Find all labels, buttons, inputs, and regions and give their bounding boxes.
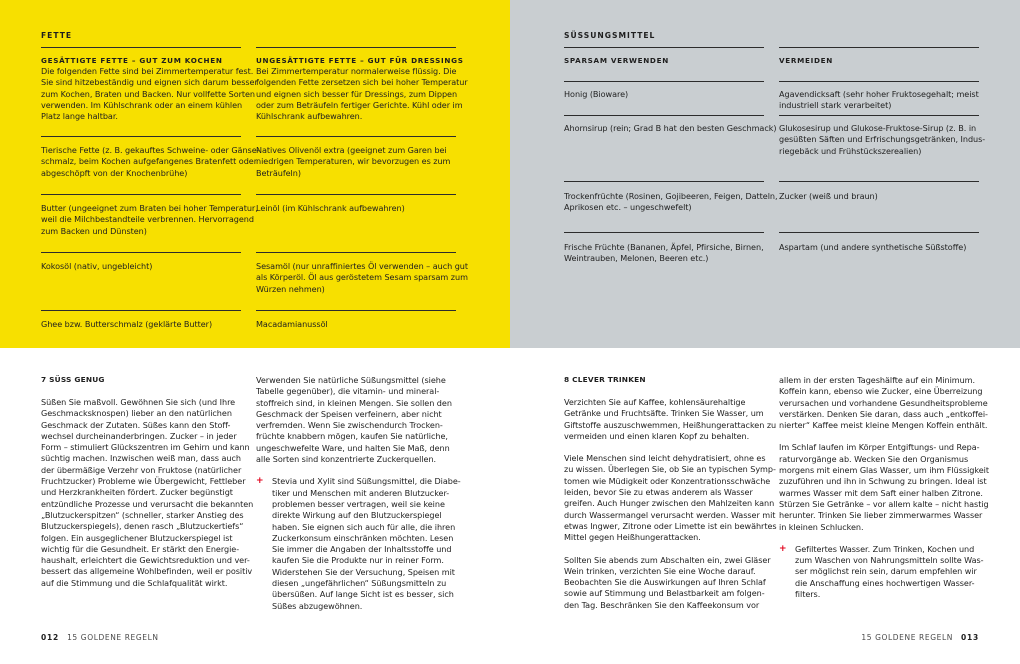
- text-line: die Anschaffung eines hochwertigen Wasser-: [795, 577, 975, 588]
- divider: [564, 47, 764, 48]
- sweetener-item-line: Aspartam (und andere synthetische Süßstoffe): [779, 242, 967, 252]
- text-line: zuzuführen und ihn in Schwung zu bringen. Ideal ist: [779, 476, 987, 487]
- avoid-heading: VERMEIDEN: [779, 56, 833, 65]
- text-line: zu wissen. Überlegen Sie, ob Sie an typischen Symp-: [564, 464, 776, 475]
- divider: [779, 81, 979, 82]
- sweetener-item-line: Aprikosen etc. – ungeschwefelt): [564, 202, 692, 213]
- sweetener-item-line: riegebäck und Frühstückszerealien): [779, 145, 922, 156]
- avoid-heading-cell: [779, 56, 833, 66]
- rule8-paragraph: [779, 375, 989, 431]
- rule7-paragraph: [256, 375, 461, 465]
- rule8-column-1: [564, 375, 777, 622]
- divider: [779, 232, 979, 233]
- saturated-intro-line: zum Kochen, Braten und Backen. Nur vollfette Sorten: [41, 88, 256, 99]
- use-sparingly-heading-cell: [564, 56, 669, 66]
- rule7-tip: [256, 476, 461, 612]
- text-line: allem in der ersten Tageshälfte auf ein Minimum.: [779, 375, 976, 385]
- text-line: diesen „ungefährlichen“ Süßungsmitteln zu: [272, 578, 447, 589]
- text-line: Stürzen Sie Getränke – vor allem kalte – nicht hastig: [779, 498, 989, 509]
- unsaturated-fats-heading: UNGESÄTTIGTE FETTE – GUT FÜR DRESSINGS: [256, 56, 464, 65]
- divider: [41, 310, 241, 311]
- text-line: in kleinen Schlucken.: [779, 521, 864, 532]
- fat-item: [256, 319, 328, 330]
- text-line: tiker und Menschen mit anderen Blutzucker-: [272, 487, 450, 498]
- divider: [41, 252, 241, 253]
- divider: [41, 194, 241, 195]
- sweetener-item: [779, 89, 979, 112]
- text-line: Geschmack der Speisen verfeinern, aber nicht: [256, 408, 442, 419]
- text-line: verursachen und vorhandene Gesundheitsprobleme: [779, 397, 988, 408]
- text-line: Wein trinken, verzichten Sie eine Woche darauf.: [564, 565, 756, 576]
- right-page-footer: [861, 633, 979, 642]
- text-line: durch Wassermangel verursacht werden. Wasser mit: [564, 509, 776, 520]
- fat-item-line: Natives Olivenöl extra (geeignet zum Garen bei: [256, 145, 447, 155]
- text-line: Getränke und Fruchtsäfte. Trinken Sie Wasser, um: [564, 408, 764, 419]
- fat-item: [256, 261, 468, 295]
- text-line: ungeschwefelte Ware, und halten Sie Maß, denn: [256, 442, 450, 453]
- divider: [779, 181, 979, 182]
- text-line: den Tag. Beschränken Sie den Kaffeekonsum vor: [564, 599, 760, 610]
- unsaturated-intro-line: Bei Zimmertemperatur normalerweise flüssig. Die: [256, 66, 457, 76]
- text-line: Verzichten Sie auf Kaffee, kohlensäurehaltige: [564, 397, 746, 407]
- sweetener-item-line: gesüßten Säften und Erfrischungsgetränken, Indus-: [779, 134, 986, 145]
- sweetener-item-line: Frische Früchte (Bananen, Äpfel, Pfirsiche, Birnen,: [564, 242, 764, 252]
- text-line: übersüßen. Auf lange Sicht ist es besser, sich: [272, 589, 454, 600]
- text-line: Im Schlaf laufen im Körper Entgiftungs- und Repa-: [779, 442, 980, 453]
- text-line: sowie auf Stimmung und Belastbarkeit am folgen-: [564, 588, 765, 599]
- text-line: alle Sorten sind konzentrierte Zuckerquellen.: [256, 454, 437, 465]
- text-line: verfremden. Wenn Sie zwischendurch Trocken-: [256, 420, 443, 431]
- sweetener-item-line: Glukosesirup und Glukose-Fruktose-Sirup (z. B. in: [779, 123, 977, 133]
- text-line: herunter. Trinken Sie lieber zimmerwarmes Wasser: [779, 510, 983, 521]
- text-line: filters.: [795, 589, 821, 600]
- rule8-tip: [779, 544, 989, 600]
- text-line: Gefiltertes Wasser. Zum Trinken, Kochen und: [795, 543, 975, 554]
- text-line: Geschmacksknospen) lieber an den natürlichen: [41, 408, 232, 419]
- sweetener-item-line: Agavendicksaft (sehr hoher Fruktosegehalt; meist: [779, 89, 979, 99]
- rule8-paragraph: [779, 442, 989, 532]
- fat-item: [256, 203, 405, 214]
- divider: [256, 47, 456, 48]
- text-line: kaufen Sie die Produkte nur in reiner Form.: [272, 555, 444, 566]
- text-line: ser möglichst rein sein, darum empfehlen wir: [795, 566, 977, 577]
- text-line: und Herzkrankheiten fördert. Zucker begünstigt: [41, 487, 233, 498]
- fat-item-line: Kokosöl (nativ, ungebleicht): [41, 261, 153, 271]
- fat-item: [41, 261, 152, 272]
- text-line: Koffein kann, ebenso wie Zucker, eine Überreizung: [779, 386, 983, 397]
- fat-item-line: Leinöl (im Kühlschrank aufbewahren): [256, 203, 405, 213]
- text-line: vermeiden und einen klaren Kopf zu behalten.: [564, 430, 750, 441]
- fat-item-line: schmalz, beim Kochen aufgefangenes Bratenfett oder: [41, 156, 258, 167]
- fat-item-line: Sesamöl (nur unraffiniertes Öl verwenden – auch gut: [256, 261, 468, 271]
- text-line: der übermäßige Verzehr von Fruktose (natürlicher: [41, 464, 242, 475]
- text-line: Stevia und Xylit sind Süßungsmittel, die Diabe-: [272, 476, 461, 487]
- fat-item-line: Beträufeln): [256, 167, 301, 178]
- right-book-title: 15 GOLDENE REGELN: [861, 633, 953, 642]
- text-line: bessert das allgemeine Wohlbefinden, weil er positiv: [41, 566, 253, 577]
- sweetener-item: [779, 191, 878, 202]
- text-line: etwas Ingwer, Zitrone oder Limette ist ein bewährtes: [564, 520, 777, 531]
- text-line: verstärken. Denken Sie daran, dass auch „entkoffei-: [779, 408, 988, 419]
- saturated-fats-heading: GESÄTTIGTE FETTE – GUT ZUM KOCHEN: [41, 56, 223, 65]
- unsaturated-intro-line: folgenden Fette zersetzen sich bei hoher Temperatur: [256, 77, 468, 88]
- sweetener-item: [779, 123, 985, 157]
- rule7-paragraph: [41, 397, 253, 589]
- text-line: Blutzuckerspiegels), denen rasch „Blutzuckertiefs“: [41, 521, 244, 532]
- text-line: leiden, bevor Sie zu etwas anderem als Wasser: [564, 487, 753, 498]
- divider: [564, 115, 764, 116]
- text-line: „Blutzuckerspitzen“ (schneller, starker Anstieg des: [41, 509, 244, 520]
- text-line: greifen. Auch Hunger zwischen den Mahlzeiten kann: [564, 498, 775, 509]
- text-line: warmes Wasser mit dem Saft einer halben Zitrone.: [779, 487, 983, 498]
- divider: [41, 47, 241, 48]
- sweetener-item-line: Ahornsirup (rein; Grad B hat den besten Geschmack): [564, 123, 777, 133]
- divider: [779, 47, 979, 48]
- saturated-intro-line: verwenden. Im Kühlschrank oder an einem kühlen: [41, 99, 243, 110]
- sweeteners-section-title: SÜSSUNGSMITTEL: [564, 31, 656, 40]
- divider: [779, 115, 979, 116]
- fat-item-line: Ghee bzw. Butterschmalz (geklärte Butter): [41, 319, 213, 329]
- divider: [41, 136, 241, 137]
- plus-icon: +: [256, 476, 264, 487]
- rule8-paragraph: [564, 453, 777, 543]
- rule8-paragraph: [564, 555, 777, 611]
- text-line: raturvorgänge ab. Wecken Sie den Organismus: [779, 453, 969, 464]
- divider: [256, 194, 456, 195]
- sweetener-item: [564, 191, 778, 214]
- text-line: Sollten Sie abends zum Abschalten ein, zwei Gläser: [564, 554, 771, 565]
- text-line: Geschmack der Zutaten. Süßes kann den Stoff-: [41, 419, 231, 430]
- rule8-heading: 8 CLEVER TRINKEN: [564, 375, 646, 384]
- fat-item-line: als Körperöl. Öl aus geröstetem Sesam sparsam zum: [256, 272, 468, 283]
- text-line: Giftstoffe auszuschwemmen, Heißhungerattacken zu: [564, 419, 777, 430]
- sweetener-item-line: Weintrauben, Melonen, Beeren etc.): [564, 253, 709, 264]
- divider: [256, 252, 456, 253]
- divider: [564, 232, 764, 233]
- unsaturated-fats-block: [256, 56, 468, 122]
- divider: [256, 310, 456, 311]
- text-line: Form – stimuliert Glückszentren im Gehirn und kann: [41, 442, 250, 453]
- fat-item: [41, 145, 260, 179]
- fats-section-title: FETTE: [41, 31, 73, 40]
- text-line: tomen wie Müdigkeit oder Konzentrationsschwäche: [564, 475, 771, 486]
- rule7-column-2: [256, 375, 461, 612]
- fat-item: [41, 319, 212, 330]
- text-line: Beobachten Sie die Auswirkungen auf Ihren Schlaf: [564, 577, 766, 588]
- text-line: Sie immer die Angaben der Inhaltsstoffe und: [272, 544, 452, 555]
- fat-item-line: weil die Milchbestandteile verbrennen. Hervorragend: [41, 214, 254, 225]
- text-line: wichtig für die Gesundheit. Er stärkt den Energie-: [41, 543, 240, 554]
- plus-icon: +: [779, 543, 787, 554]
- text-line: entzündliche Prozesse und verursacht die bekannten: [41, 498, 254, 509]
- fat-item-line: zum Backen und Dünsten): [41, 225, 147, 236]
- text-line: Mittel gegen Heißhungerattacken.: [564, 532, 701, 543]
- right-page-number: 013: [960, 633, 979, 642]
- text-line: problemen besser vertragen, weil sie keine: [272, 498, 445, 509]
- sweetener-item-line: Honig (Bioware): [564, 89, 629, 99]
- sweeteners-panel: [510, 0, 1020, 348]
- divider: [256, 136, 456, 137]
- unsaturated-intro-line: Kühlschrank aufbewahren.: [256, 111, 363, 122]
- fat-item-line: Macadamianussöl: [256, 319, 328, 329]
- left-page-footer: [41, 633, 159, 642]
- divider: [564, 181, 764, 182]
- text-line: morgens mit einem Glas Wasser, um ihm Flüssigkeit: [779, 465, 989, 476]
- rule8-column-2: [779, 375, 989, 600]
- text-line: stoffreich sind, in kleinen Mengen. Sie sollen den: [256, 397, 452, 408]
- fat-item-line: Tierische Fette (z. B. gekauftes Schweine- oder Gänse-: [41, 145, 260, 155]
- text-line: auf die Stimmung und die Schlafqualität wirkt.: [41, 577, 228, 588]
- rule7-heading: 7 SÜSS GENUG: [41, 375, 105, 384]
- sweetener-item: [564, 123, 776, 134]
- unsaturated-intro-line: oder zum Beträufeln fertiger Gerichte. Kühl oder im: [256, 99, 463, 110]
- fat-item-line: niedrigen Temperaturen, wir bevorzugen es zum: [256, 156, 451, 167]
- sweetener-item-line: Zucker (weiß und braun): [779, 191, 878, 201]
- text-line: Verwenden Sie natürliche Süßungsmittel (siehe: [256, 375, 446, 385]
- divider: [564, 81, 764, 82]
- fat-item: [41, 203, 258, 237]
- saturated-fats-block: [41, 56, 258, 122]
- fat-item: [256, 145, 450, 179]
- text-line: haben. Sie eignen sich auch für alle, die ihren: [272, 521, 456, 532]
- text-line: Süßes abzugewöhnen.: [272, 600, 363, 611]
- text-line: direkte Wirkung auf den Blutzuckerspiegel: [272, 510, 442, 521]
- rule7-column-1: [41, 375, 253, 600]
- saturated-intro-line: Platz lange haltbar.: [41, 111, 118, 122]
- text-line: früchte knabbern mögen, kaufen Sie natürliche,: [256, 431, 448, 442]
- text-line: Süßen Sie maßvoll. Gewöhnen Sie sich (und Ihre: [41, 397, 236, 407]
- fat-item-line: abgeschöpft von der Knochenbrühe): [41, 167, 188, 178]
- text-line: folgen. Ein ausgeglichener Blutzuckerspiegel ist: [41, 532, 233, 543]
- rule8-paragraph: [564, 397, 777, 442]
- unsaturated-intro-line: und eignen sich besser für Dressings, zum Dippen: [256, 88, 458, 99]
- sweetener-item: [564, 242, 764, 265]
- left-book-title: 15 GOLDENE REGELN: [67, 633, 159, 642]
- saturated-intro-line: Die folgenden Fette sind bei Zimmertemperatur fest.: [41, 66, 254, 76]
- use-sparingly-heading: SPARSAM VERWENDEN: [564, 56, 669, 65]
- sweetener-item: [564, 89, 628, 100]
- text-line: Zuckerkonsum einschränken möchten. Lesen: [272, 532, 454, 543]
- text-line: haushalt, erleichtert die Gewichtsreduktion und ver-: [41, 555, 250, 566]
- sweetener-item-line: Trockenfrüchte (Rosinen, Gojibeeren, Feigen, Datteln,: [564, 191, 778, 201]
- text-line: Viele Menschen sind leicht dehydratisiert, ohne es: [564, 453, 766, 464]
- saturated-intro-line: Sie sind hitzebeständig und eignen sich darum besser: [41, 77, 258, 88]
- text-line: zum Waschen von Nahrungsmitteln sollte Was-: [795, 555, 984, 566]
- text-line: nierter“ Kaffee meist kleine Mengen Koffein enthält.: [779, 420, 988, 431]
- text-line: Widerstehen Sie der Versuchung, Speisen mit: [272, 566, 455, 577]
- sweetener-item: [779, 242, 966, 253]
- text-line: Fruchtzucker) Probleme wie Übergewicht, Fettleber: [41, 476, 246, 487]
- text-line: wechsel durcheinanderbringen. Zucker – in jeder: [41, 430, 237, 441]
- text-line: Tabelle gegenüber), die vitamin- und mineral-: [256, 386, 440, 397]
- fat-item-line: Würzen nehmen): [256, 283, 325, 294]
- left-page-number: 012: [41, 633, 60, 642]
- text-line: süchtig machen. Inzwischen weiß man, dass auch: [41, 453, 241, 464]
- fat-item-line: Butter (ungeeignet zum Braten bei hoher Temperatur,: [41, 203, 258, 213]
- sweetener-item-line: industriell stark verarbeitet): [779, 100, 892, 111]
